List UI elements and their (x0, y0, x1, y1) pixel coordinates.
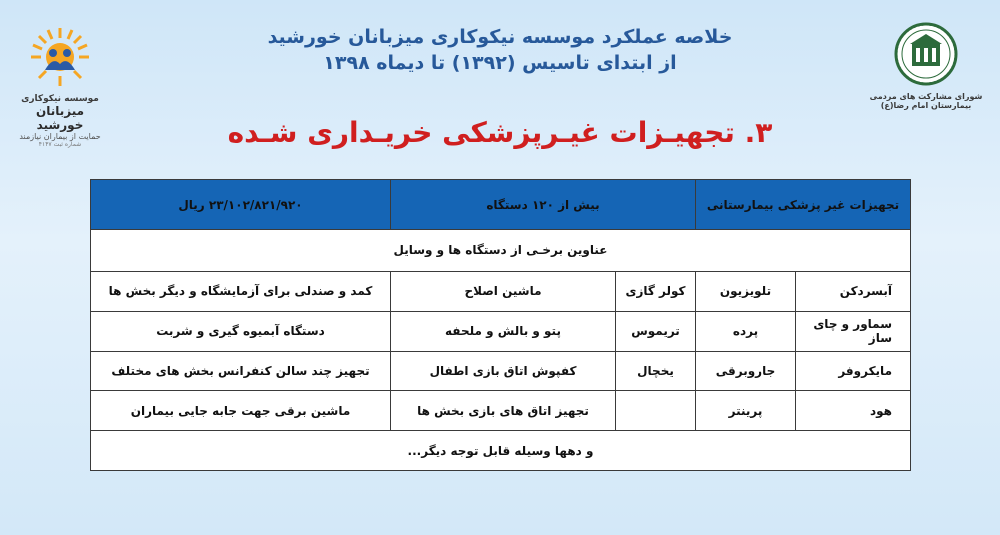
org-brand: میزبانان خورشید (35, 104, 85, 132)
council-emblem-icon (894, 22, 958, 86)
table-cell: هود (796, 391, 911, 431)
table-row (91, 351, 911, 391)
table-cell: پرینتر (696, 391, 796, 431)
table-cell: کولر گازی (616, 271, 696, 311)
header-equipment-type: تجهیزات غیر پزشکی بیمارستانی (696, 180, 911, 230)
table-cell: یخچال (616, 351, 696, 391)
table-cell: تریموس (616, 311, 696, 351)
org-slogan: حمایت از بیماران نیازمند (19, 132, 101, 141)
table-cell: پرده (696, 311, 796, 351)
table-row (91, 311, 911, 351)
table-cell: تجهیز چند سالن کنفرانس بخش های مختلف (91, 351, 391, 391)
table-subheader-row (91, 230, 911, 272)
table-cell: سماور و چای ساز (796, 311, 911, 351)
table-cell: ماشین برقی جهت جابه جایی بیماران (91, 391, 391, 431)
sun-people-icon (29, 26, 91, 88)
table-cell: تجهیز اتاق های بازی بخش ها (391, 391, 616, 431)
footer-note: و دهها وسیله قابل توجه دیگر... (91, 431, 911, 471)
table-cell: مایکروفر (796, 351, 911, 391)
title-line-1: خلاصه عملکرد موسسه نیکوکاری میزبانان خورشید (267, 26, 733, 48)
table-cell: تلویزیون (696, 271, 796, 311)
table-cell: دستگاه آبمیوه گیری و شربت (91, 311, 391, 351)
table-cell: پتو و بالش و ملحفه (391, 311, 616, 351)
section-title: ۳. تجهیـزات غیـرپزشکی خریـداری شـده (227, 116, 773, 149)
table-cell (616, 391, 696, 431)
equipment-table (90, 179, 911, 471)
header (0, 0, 1000, 170)
mizbanan-khorshid-logo (14, 26, 106, 148)
table-cell: کمد و صندلی برای آزمایشگاه و دیگر بخش ها (91, 271, 391, 311)
org-name: موسسه نیکوکاری (21, 94, 99, 104)
header-device-count: بیش از ۱۲۰ دستگاه (391, 180, 696, 230)
council-logo (866, 22, 986, 110)
hospital-name: بیمارستان امام رضا(ع) (880, 101, 972, 110)
subheader-titles: عناوین برخـی از دستگاه ها و وسایل (91, 230, 911, 272)
table-row (91, 391, 911, 431)
table-header-row (91, 180, 911, 230)
table-cell: آبسردکن (796, 271, 911, 311)
title-line-2: از ابتدای تاسیس (۱۳۹۲) تا دیماه ۱۳۹۸ (323, 52, 677, 74)
table-cell: جاروبرقی (696, 351, 796, 391)
table-row (91, 271, 911, 311)
org-registration: شماره ثبت ۴۱۴۷ (38, 141, 82, 148)
council-name: شورای مشارکت های مردمی (869, 92, 983, 101)
table-cell: ماشین اصلاح (391, 271, 616, 311)
header-total-cost: ۲۳/۱۰۲/۸۲۱/۹۲۰ ریال (91, 180, 391, 230)
table-footer-row (91, 431, 911, 471)
table-cell: کفپوش اتاق بازی اطفال (391, 351, 616, 391)
